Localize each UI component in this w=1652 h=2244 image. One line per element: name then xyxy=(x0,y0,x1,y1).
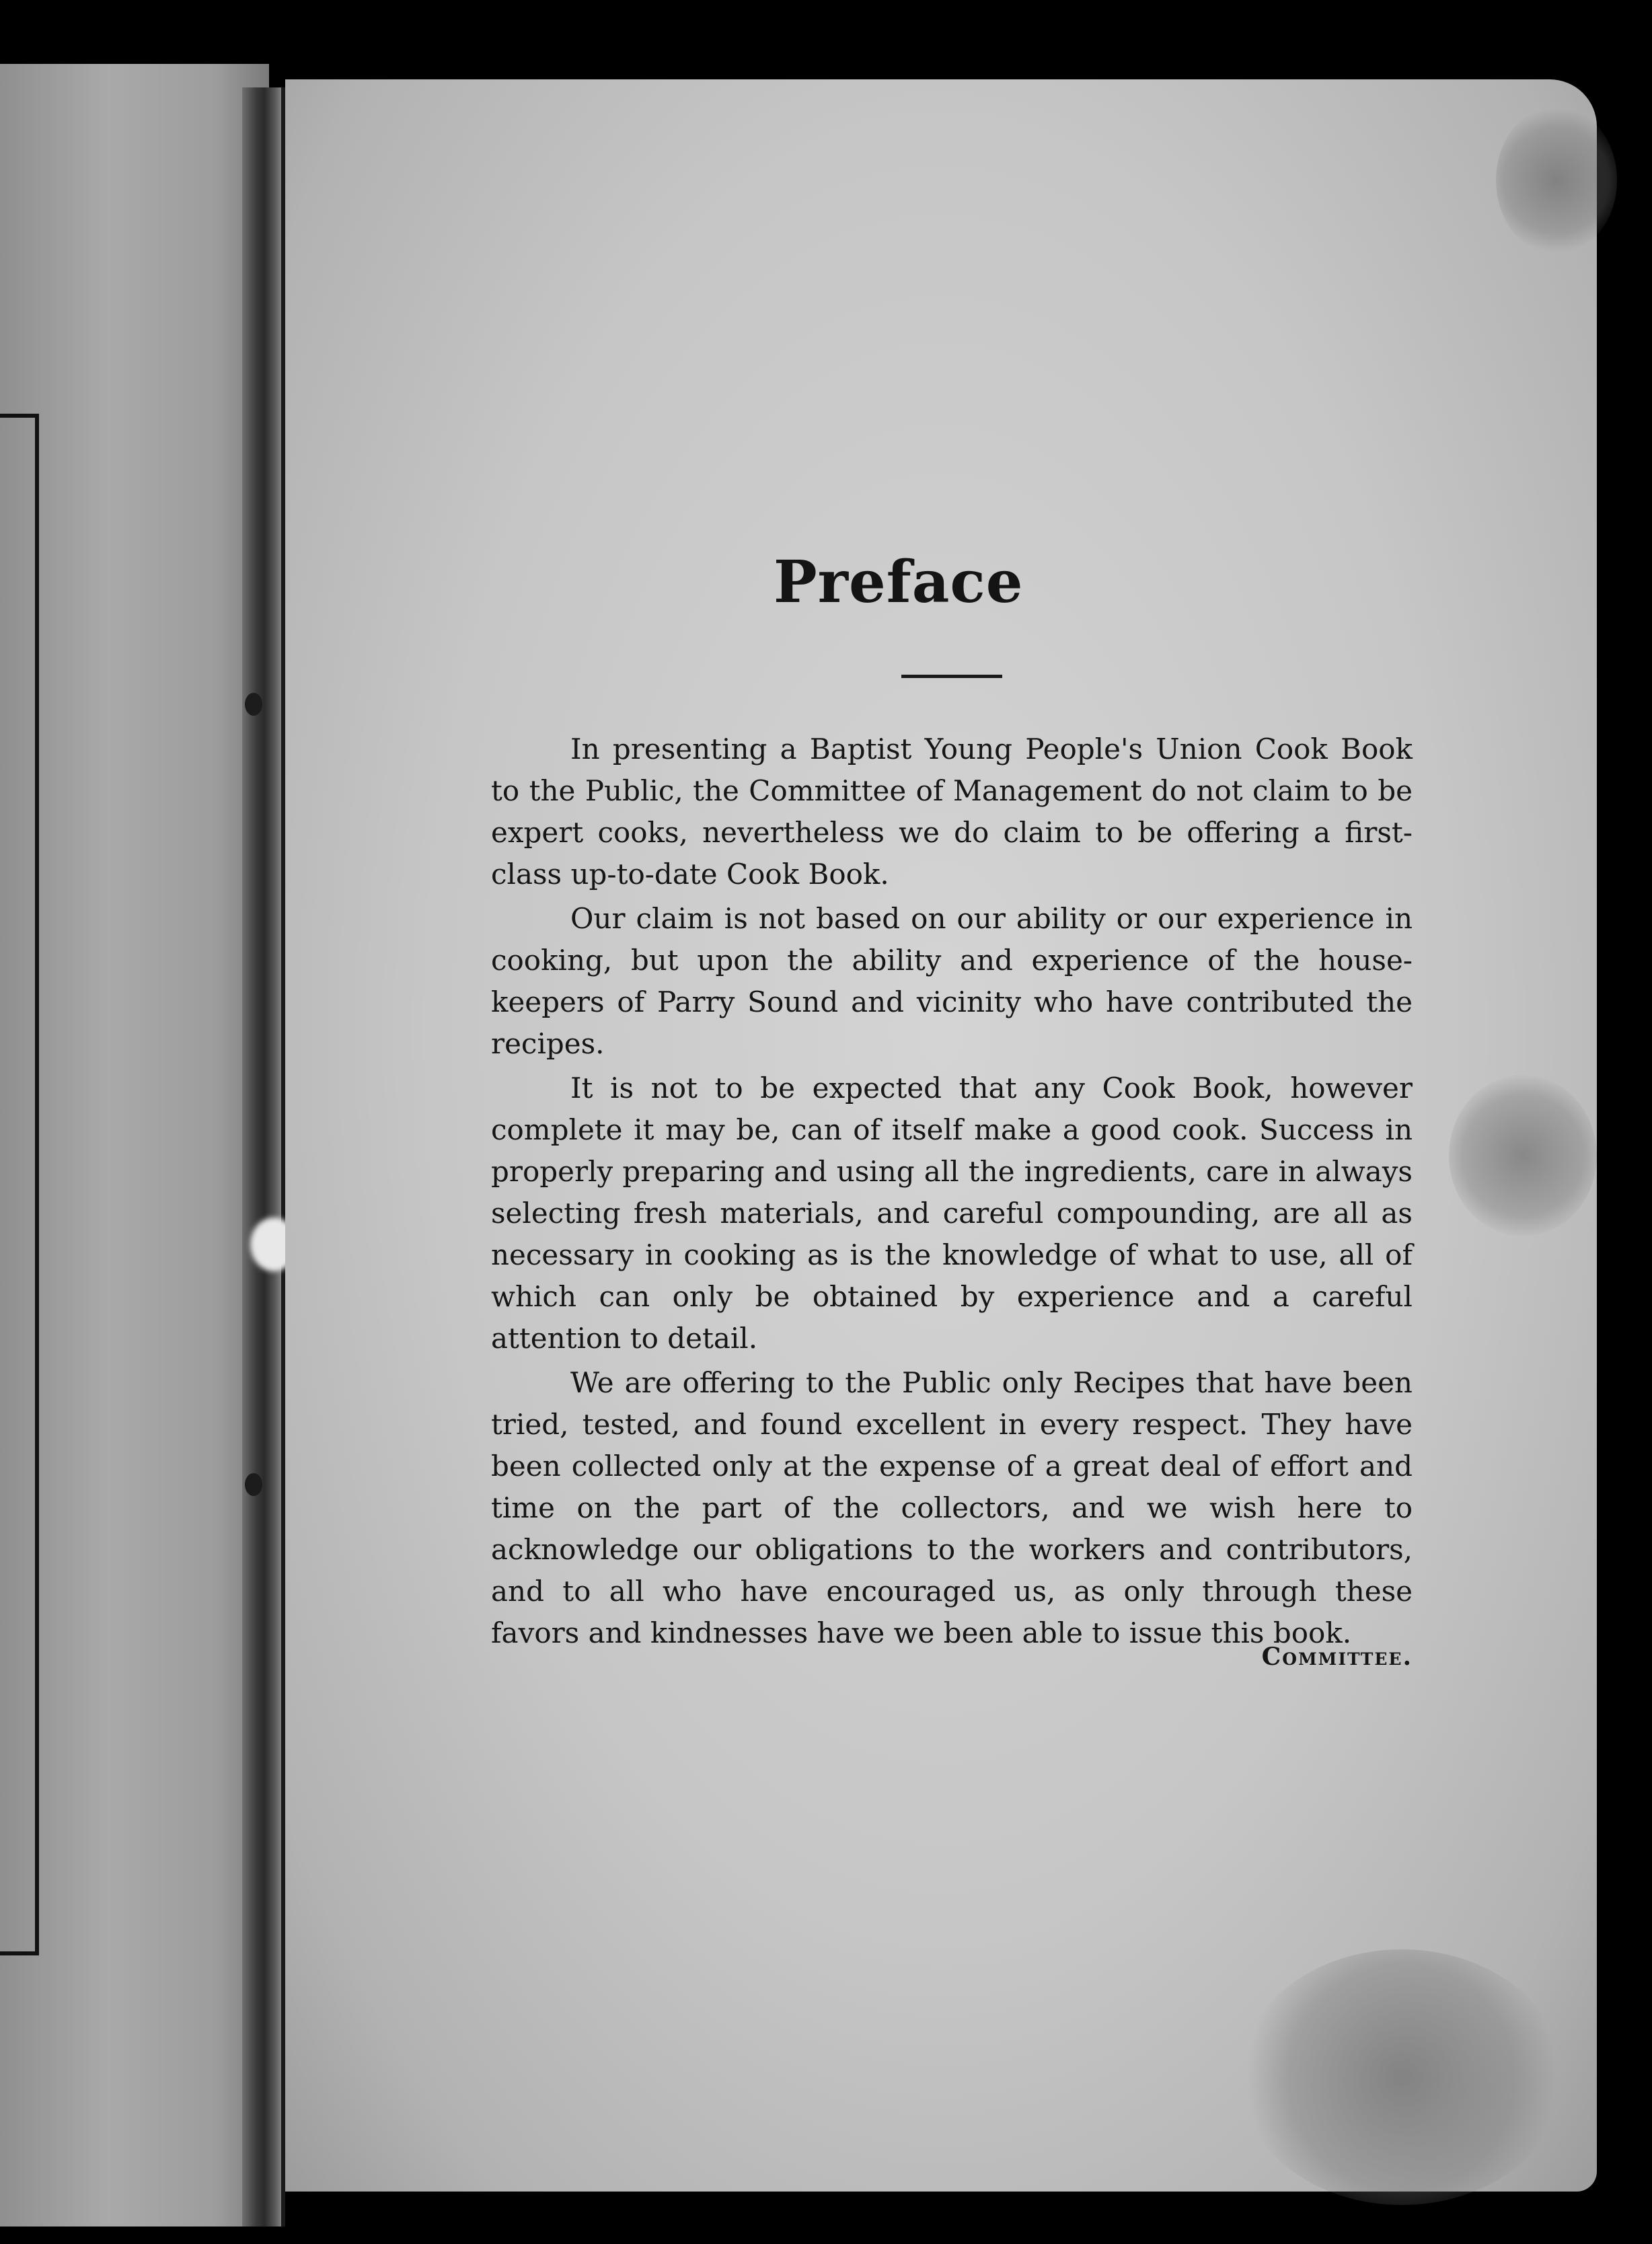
signature: Committee. xyxy=(1261,1643,1413,1671)
corner-stain xyxy=(1496,106,1617,254)
paragraph-3: It is not to be expected that any Cook Book, however complete it may be, can of itself make a good cook. Success in properly preparing and using all the ingredients, care in always selecting fresh materials, and careful compounding, are all as necessary in cooking as is the knowledge of what to use, all of which can only be obtained by experience and a careful attention to detail. xyxy=(491,1072,1413,1355)
preface-text xyxy=(491,728,1413,1657)
binding-mark-top xyxy=(245,693,262,716)
left-page-border-frame xyxy=(0,414,39,1955)
water-stain-large xyxy=(1240,1949,1563,2205)
binding-mark-bottom xyxy=(245,1473,262,1496)
paragraph-1: In presenting a Baptist Young People's Union Cook Book to the Public, the Committee of Management do not claim to be expert cooks, nevertheless we do claim to be offering a first-class up-to-date Cook Book. xyxy=(491,733,1413,891)
title-divider xyxy=(901,675,1002,678)
book-gutter xyxy=(242,87,283,2227)
left-page xyxy=(0,64,269,2227)
page-title: Preface xyxy=(774,548,1024,616)
paragraph-2: Our claim is not based on our ability or our experience in cooking, but upon the ability and experience of the house-keepers of Parry Sound and vicinity who have contributed the recipes. xyxy=(491,902,1413,1060)
water-stain-small xyxy=(1449,1075,1597,1236)
paragraph-4: We are offering to the Public only Recipes that have been tried, tested, and found excellent in every respect. They have been collected only at the expense of a great deal of effort and time on the part of the collectors, and we wish here to acknowledge our obligations to the workers and contributors, and to all who have encouraged us, as only through these favors and kindnesses have we been able to issue this book. xyxy=(491,1366,1413,1649)
